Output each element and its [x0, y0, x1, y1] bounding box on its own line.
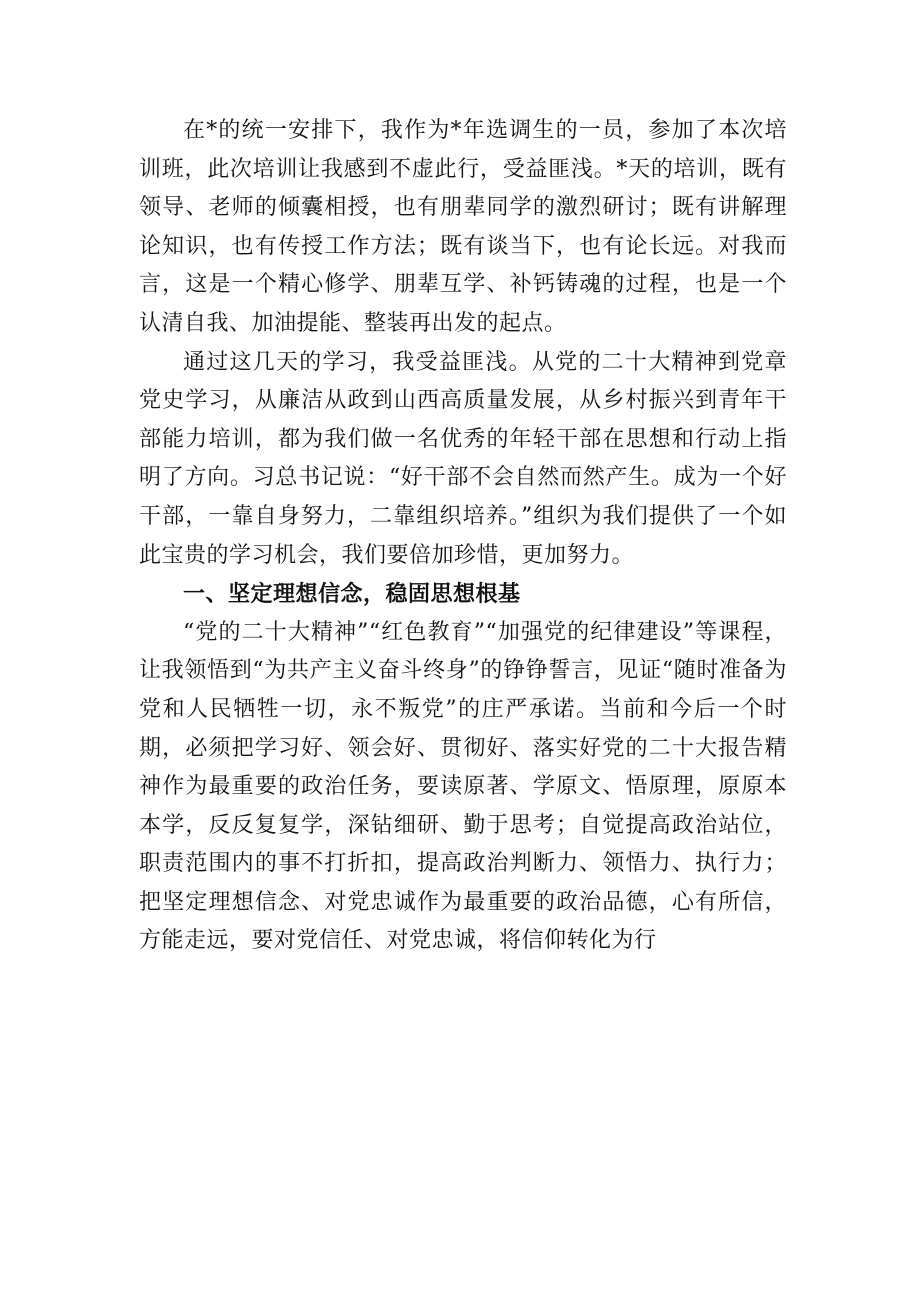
learning-paragraph: 通过这几天的学习，我受益匪浅。从党的二十大精神到党章党史学习，从廉洁从政到山西高质量发展，从乡村振兴到青年干部能力培训，都为我们做一名优秀的年轻干部在思想和行动上指明了方向。习总书记说：“好干部不会自然而然产生。成为一个好干部，一靠自身努力，二靠组织培养。”组织为我们提供了一个如此宝贵的学习机会，我们要倍加珍惜，更加努力。: [139, 349, 787, 568]
intro-paragraph: 在*的统一安排下，我作为*年选调生的一员，参加了本次培训班，此次培训让我感到不虚此行，受益匪浅。*天的培训，既有领导、老师的倾囊相授，也有朋辈同学的激烈研讨；既有讲解理论知识，也有传授工作方法；既有谈当下，也有论长远。对我而言，这是一个精心修学、朋辈互学、补钙铸魂的过程，也是一个认清自我、加油提能、整装再出发的起点。: [139, 118, 787, 336]
document-page: [139, 112, 787, 961]
section-heading: 一、坚定理想信念，稳固思想根基: [183, 581, 521, 608]
section-paragraph: “党的二十大精神”“红色教育”“加强党的纪律建设”等课程，让我领悟到“为共产主义奋斗终身”的铮铮誓言，见证“随时准备为党和人民牺牲一切，永不叛党”的庄严承诺。当前和今后一个时期，必须把学习好、领会好、贯彻好、落实好党的二十大报告精神作为最重要的政治任务，要读原著、学原文、悟原理，原原本本学，反反复复学，深钻细研、勤于思考；自觉提高政治站位，职责范围内的事不打折扣，提高政治判断力、领悟力、执行力；把坚定理想信念、对党忠诚作为最重要的政治品德，心有所信，方能走远，要对党信任、对党忠诚，将信仰转化为行: [139, 619, 787, 954]
